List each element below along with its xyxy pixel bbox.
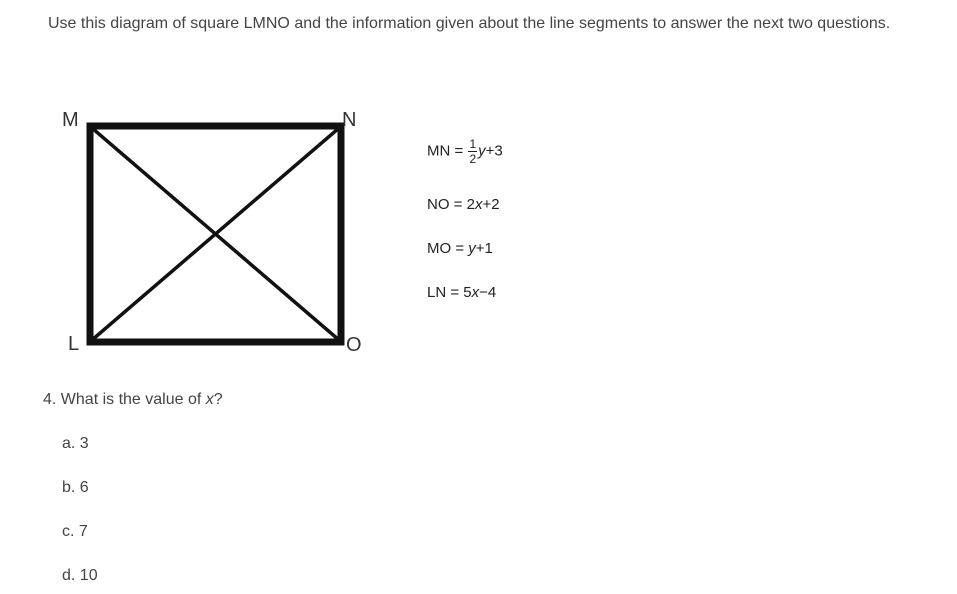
eq-mo-var: y <box>468 240 476 257</box>
choice-value: 7 <box>78 523 88 540</box>
vertex-label-o: O <box>346 334 362 356</box>
question-variable: x <box>205 391 214 408</box>
question-text: 4. What is the value of <box>43 391 206 408</box>
eq-ln-rest: −4 <box>479 284 497 301</box>
choice-c[interactable] <box>62 523 88 541</box>
eq-mn-var: y <box>478 142 486 160</box>
fraction-one-half <box>468 138 477 165</box>
eq-mo-lhs: MO <box>427 240 452 257</box>
vertex-label-l: L <box>68 333 80 355</box>
choice-value: 10 <box>79 567 98 584</box>
eq-no-coef: 2 <box>466 196 475 213</box>
choice-letter: d. <box>62 567 76 584</box>
choice-letter: b. <box>62 479 76 496</box>
eq-ln-var: x <box>471 284 480 301</box>
eq-mo-rest: +1 <box>475 240 493 257</box>
eq-no-lhs: NO <box>427 196 450 213</box>
eq-ln-coef: 5 <box>463 284 472 301</box>
equation-mn: MN = $\frac{1}{2}$ y+3 <box>427 137 503 166</box>
question-4 <box>43 391 223 409</box>
eq-ln-lhs: LN <box>427 284 447 301</box>
vertex-label-n: N <box>342 109 357 131</box>
choice-value: 6 <box>79 479 89 496</box>
choice-d[interactable] <box>62 567 98 585</box>
equation-no: NO = 2x+2 <box>427 196 500 213</box>
choice-value: 3 <box>79 435 89 452</box>
equation-ln: LN = 5x−4 <box>427 284 497 301</box>
eq-no-rest: +2 <box>482 196 500 213</box>
vertex-label-m: M <box>62 109 79 131</box>
fraction-numerator: 1 <box>469 137 477 151</box>
eq-mn-lhs: MN <box>427 142 451 160</box>
question-end: ? <box>213 391 223 408</box>
choice-letter: c. <box>62 523 75 540</box>
equation-mo: MO = y+1 <box>427 240 493 257</box>
choice-b[interactable] <box>62 479 89 497</box>
eq-mn-rest: +3 <box>485 142 503 160</box>
choice-letter: a. <box>62 435 76 452</box>
choice-a[interactable] <box>62 435 89 453</box>
eq-no-var: x <box>474 196 483 213</box>
instruction-text: Use this diagram of square LMNO and the information given about the line segments to answer the next two questions. <box>48 15 891 32</box>
fraction-denominator: 2 <box>469 152 477 166</box>
